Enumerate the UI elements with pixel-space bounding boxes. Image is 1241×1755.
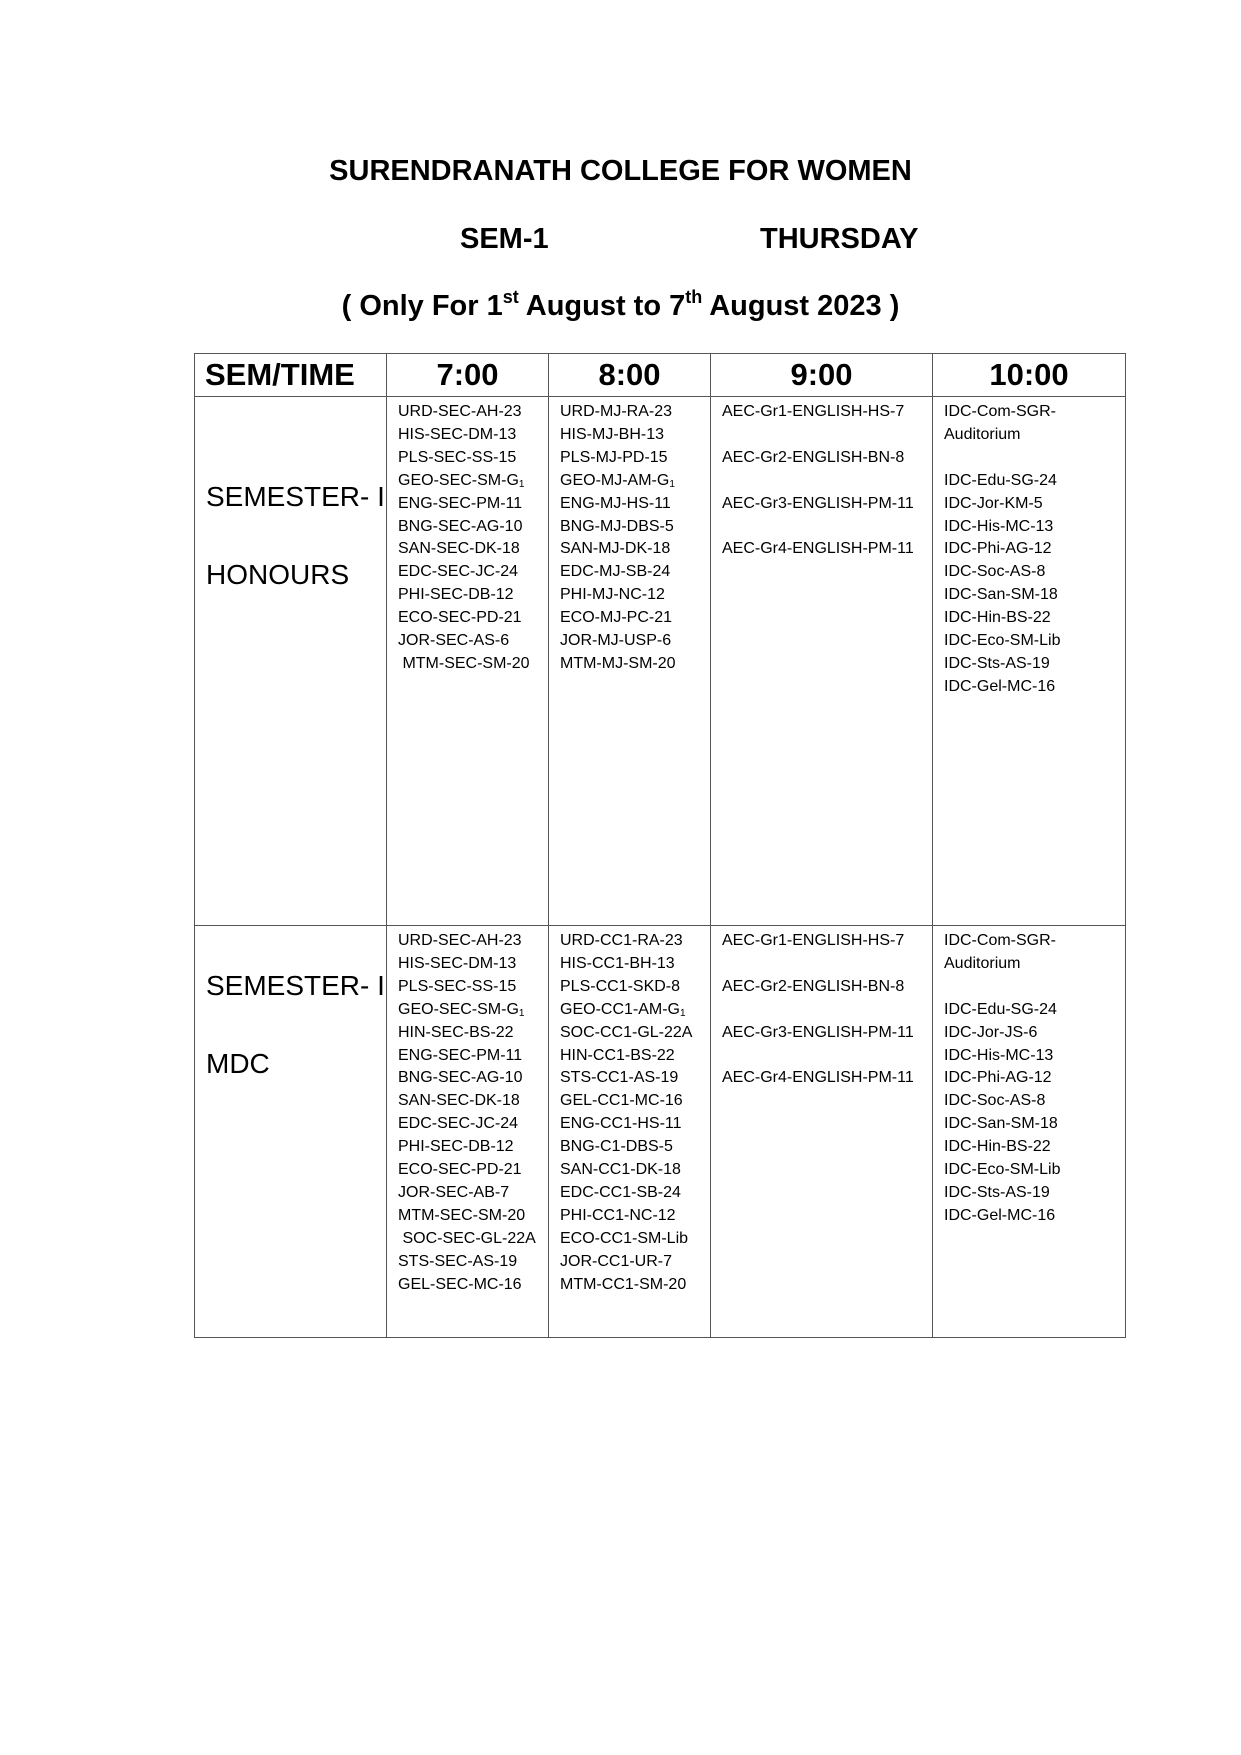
- row-label-honours: [195, 397, 387, 926]
- course-entry: AEC-Gr2-ENGLISH-BN-8: [722, 977, 905, 995]
- course-entry: MTM-SEC-SM-20: [398, 1206, 526, 1224]
- course-entry: URD-MJ-RA-23: [560, 403, 672, 420]
- course-entry: SAN-SEC-DK-18: [398, 1092, 520, 1110]
- course-entry: HIN-SEC-BS-22: [398, 1023, 514, 1041]
- course-entry: MTM-SEC-SM-20: [398, 654, 530, 672]
- course-entry: IDC-His-MC-13: [944, 517, 1054, 535]
- course-entry: IDC-San-SM-18: [944, 1115, 1058, 1133]
- course-entry: PLS-CC1-SKD-8: [560, 977, 681, 995]
- course-entry: [722, 424, 932, 447]
- course-entry: URD-CC1-RA-23: [560, 932, 683, 949]
- course-entry: PHI-CC1-NC-12: [560, 1206, 676, 1224]
- course-entry: STS-SEC-AS-19: [398, 1252, 518, 1270]
- course-entry: ECO-SEC-PD-21: [398, 1161, 522, 1179]
- course-entry: IDC-Sts-AS-19: [944, 1183, 1050, 1201]
- date-sup-1: st: [502, 287, 519, 307]
- course-entry: AEC-Gr3-ENGLISH-PM-11: [722, 1023, 914, 1041]
- course-entry: ECO-SEC-PD-21: [398, 609, 522, 627]
- cell-mdc-9: [711, 926, 933, 1338]
- course-entry: HIS-MJ-BH-13: [560, 425, 665, 443]
- course-entry: IDC-Eco-SM-Lib: [944, 632, 1061, 650]
- course-entry: IDC-Soc-AS-8: [944, 1092, 1046, 1110]
- course-entry: GEL-SEC-MC-16: [398, 1275, 522, 1293]
- header-time-9: 9:00: [711, 354, 933, 397]
- course-entry: IDC-Eco-SM-Lib: [944, 1161, 1061, 1179]
- course-entry: GEO-$SEC-SM-G_1$: [398, 471, 525, 490]
- cell-mdc-7: [387, 926, 549, 1338]
- cell-honours-9: [711, 397, 933, 926]
- course-entry: SAN-SEC-DK-18: [398, 540, 520, 558]
- course-entry: IDC-Hin-BS-22: [944, 609, 1051, 627]
- header-time-8: 8:00: [549, 354, 711, 397]
- course-entry: AEC-Gr1-ENGLISH-HS-7: [722, 403, 905, 420]
- course-entry: SOC-CC1-GL-22A: [560, 1023, 693, 1041]
- course-entry: BNG-SEC-AG-10: [398, 1069, 523, 1087]
- course-entry: BNG-MJ-DBS-5: [560, 517, 674, 535]
- course-entry: AEC-Gr2-ENGLISH-BN-8: [722, 448, 905, 466]
- course-entry: EDC-CC1-SB-24: [560, 1183, 681, 1201]
- college-title: SURENDRANATH COLLEGE FOR WOMEN: [329, 155, 912, 187]
- cell-honours-7: [387, 397, 549, 926]
- course-entry: AEC-Gr4-ENGLISH-PM-11: [722, 540, 914, 558]
- date-suffix: August 2023 ): [702, 290, 900, 322]
- course-entry: [944, 447, 1125, 470]
- timetable: [194, 353, 1126, 1338]
- cell-mdc-10: [933, 926, 1126, 1338]
- course-entry: IDC-Com-SGR-: [944, 932, 1056, 949]
- course-entry: GEO-$SEC-SM-G_1$: [398, 1000, 525, 1019]
- course-entry: AEC-Gr3-ENGLISH-PM-11: [722, 494, 914, 512]
- course-entry: JOR-MJ-USP-6: [560, 632, 672, 650]
- course-entry: HIS-CC1-BH-13: [560, 954, 675, 972]
- course-entry: URD-SEC-AH-23: [398, 403, 522, 420]
- row-label-line1: SEMESTER- I: [206, 481, 385, 512]
- course-entry: ECO-MJ-PC-21: [560, 609, 673, 627]
- row-label-mdc: [195, 926, 387, 1338]
- course-entry: PHI-MJ-NC-12: [560, 586, 665, 604]
- course-entry: IDC-Gel-MC-16: [944, 677, 1056, 695]
- course-entry: MTM-CC1-SM-20: [560, 1275, 687, 1293]
- date-prefix: ( Only For 1: [341, 290, 503, 322]
- course-entry: EDC-SEC-JC-24: [398, 1115, 519, 1133]
- course-entry: JOR-SEC-AS-6: [398, 632, 510, 650]
- course-entry: IDC-Edu-SG-24: [944, 1000, 1057, 1018]
- course-entry: IDC-Phi-AG-12: [944, 1069, 1052, 1087]
- course-entry: Auditorium: [944, 425, 1021, 443]
- cell-mdc-8: [549, 926, 711, 1338]
- table-row-honours: [195, 397, 1126, 926]
- header-sem-time: SEM/TIME: [195, 354, 387, 397]
- course-entry: AEC-Gr4-ENGLISH-PM-11: [722, 1069, 914, 1087]
- course-entry: URD-SEC-AH-23: [398, 932, 522, 949]
- course-entry: HIN-CC1-BS-22: [560, 1046, 675, 1064]
- course-entry: IDC-Com-SGR-: [944, 403, 1056, 420]
- course-entry: JOR-CC1-UR-7: [560, 1252, 672, 1270]
- course-entry: IDC-Sts-AS-19: [944, 654, 1050, 672]
- course-entry: IDC-Hin-BS-22: [944, 1138, 1051, 1156]
- course-entry: STS-CC1-AS-19: [560, 1069, 679, 1087]
- course-entry: [722, 516, 932, 539]
- course-entry: GEO-$MJ-AM-G_1$: [560, 471, 675, 490]
- course-entry: GEO-$CC1-AM-G_1$: [560, 1000, 686, 1019]
- course-entry: PHI-SEC-DB-12: [398, 586, 514, 604]
- course-entry: PHI-SEC-DB-12: [398, 1138, 514, 1156]
- semester-label: SEM-1: [460, 223, 549, 255]
- course-entry: [722, 470, 932, 493]
- course-entry: IDC-Jor-KM-5: [944, 494, 1043, 512]
- course-entry: [944, 976, 1125, 999]
- row-label-line2: HONOURS: [206, 559, 350, 590]
- course-entry: Auditorium: [944, 954, 1021, 972]
- course-entry: BNG-C1-DBS-5: [560, 1138, 673, 1156]
- course-entry: PLS-SEC-SS-15: [398, 448, 517, 466]
- date-middle: August to 7: [518, 290, 686, 322]
- course-entry: IDC-His-MC-13: [944, 1046, 1054, 1064]
- row-label-line2: MDC: [206, 1048, 270, 1079]
- course-entry: ENG-SEC-PM-11: [398, 1046, 523, 1064]
- header-time-10: 10:00: [933, 354, 1126, 397]
- course-entry: [722, 1045, 932, 1068]
- course-entry: EDC-MJ-SB-24: [560, 563, 671, 581]
- course-entry: IDC-Edu-SG-24: [944, 471, 1057, 489]
- course-entry: IDC-San-SM-18: [944, 586, 1058, 604]
- course-entry: HIS-SEC-DM-13: [398, 425, 517, 443]
- course-entry: EDC-SEC-JC-24: [398, 563, 519, 581]
- course-entry: AEC-Gr1-ENGLISH-HS-7: [722, 932, 905, 949]
- course-entry: [722, 999, 932, 1022]
- date-range: [0, 288, 1241, 324]
- course-entry: SAN-MJ-DK-18: [560, 540, 671, 558]
- course-entry: JOR-SEC-AB-7: [398, 1183, 510, 1201]
- course-entry: IDC-Jor-JS-6: [944, 1023, 1038, 1041]
- course-entry: IDC-Soc-AS-8: [944, 563, 1046, 581]
- course-entry: PLS-SEC-SS-15: [398, 977, 517, 995]
- course-entry: SAN-CC1-DK-18: [560, 1161, 681, 1179]
- course-entry: ENG-SEC-PM-11: [398, 494, 523, 512]
- date-sup-2: th: [685, 287, 703, 307]
- course-entry: ENG-CC1-HS-11: [560, 1115, 682, 1133]
- course-entry: MTM-MJ-SM-20: [560, 654, 676, 672]
- header-time-7: 7:00: [387, 354, 549, 397]
- course-entry: HIS-SEC-DM-13: [398, 954, 517, 972]
- course-entry: BNG-SEC-AG-10: [398, 517, 523, 535]
- course-entry: IDC-Phi-AG-12: [944, 540, 1052, 558]
- course-entry: ECO-CC1-SM-Lib: [560, 1229, 689, 1247]
- course-entry: [722, 953, 932, 976]
- day-label: THURSDAY: [760, 223, 919, 255]
- cell-honours-8: [549, 397, 711, 926]
- row-label-line1: SEMESTER- I: [206, 970, 385, 1001]
- header-row: [195, 354, 1126, 397]
- table-row-mdc: [195, 926, 1126, 1338]
- course-entry: IDC-Gel-MC-16: [944, 1206, 1056, 1224]
- course-entry: SOC-SEC-GL-22A: [398, 1229, 536, 1247]
- course-entry: ENG-MJ-HS-11: [560, 494, 671, 512]
- course-entry: GEL-CC1-MC-16: [560, 1092, 683, 1110]
- course-entry: PLS-MJ-PD-15: [560, 448, 668, 466]
- cell-honours-10: [933, 397, 1126, 926]
